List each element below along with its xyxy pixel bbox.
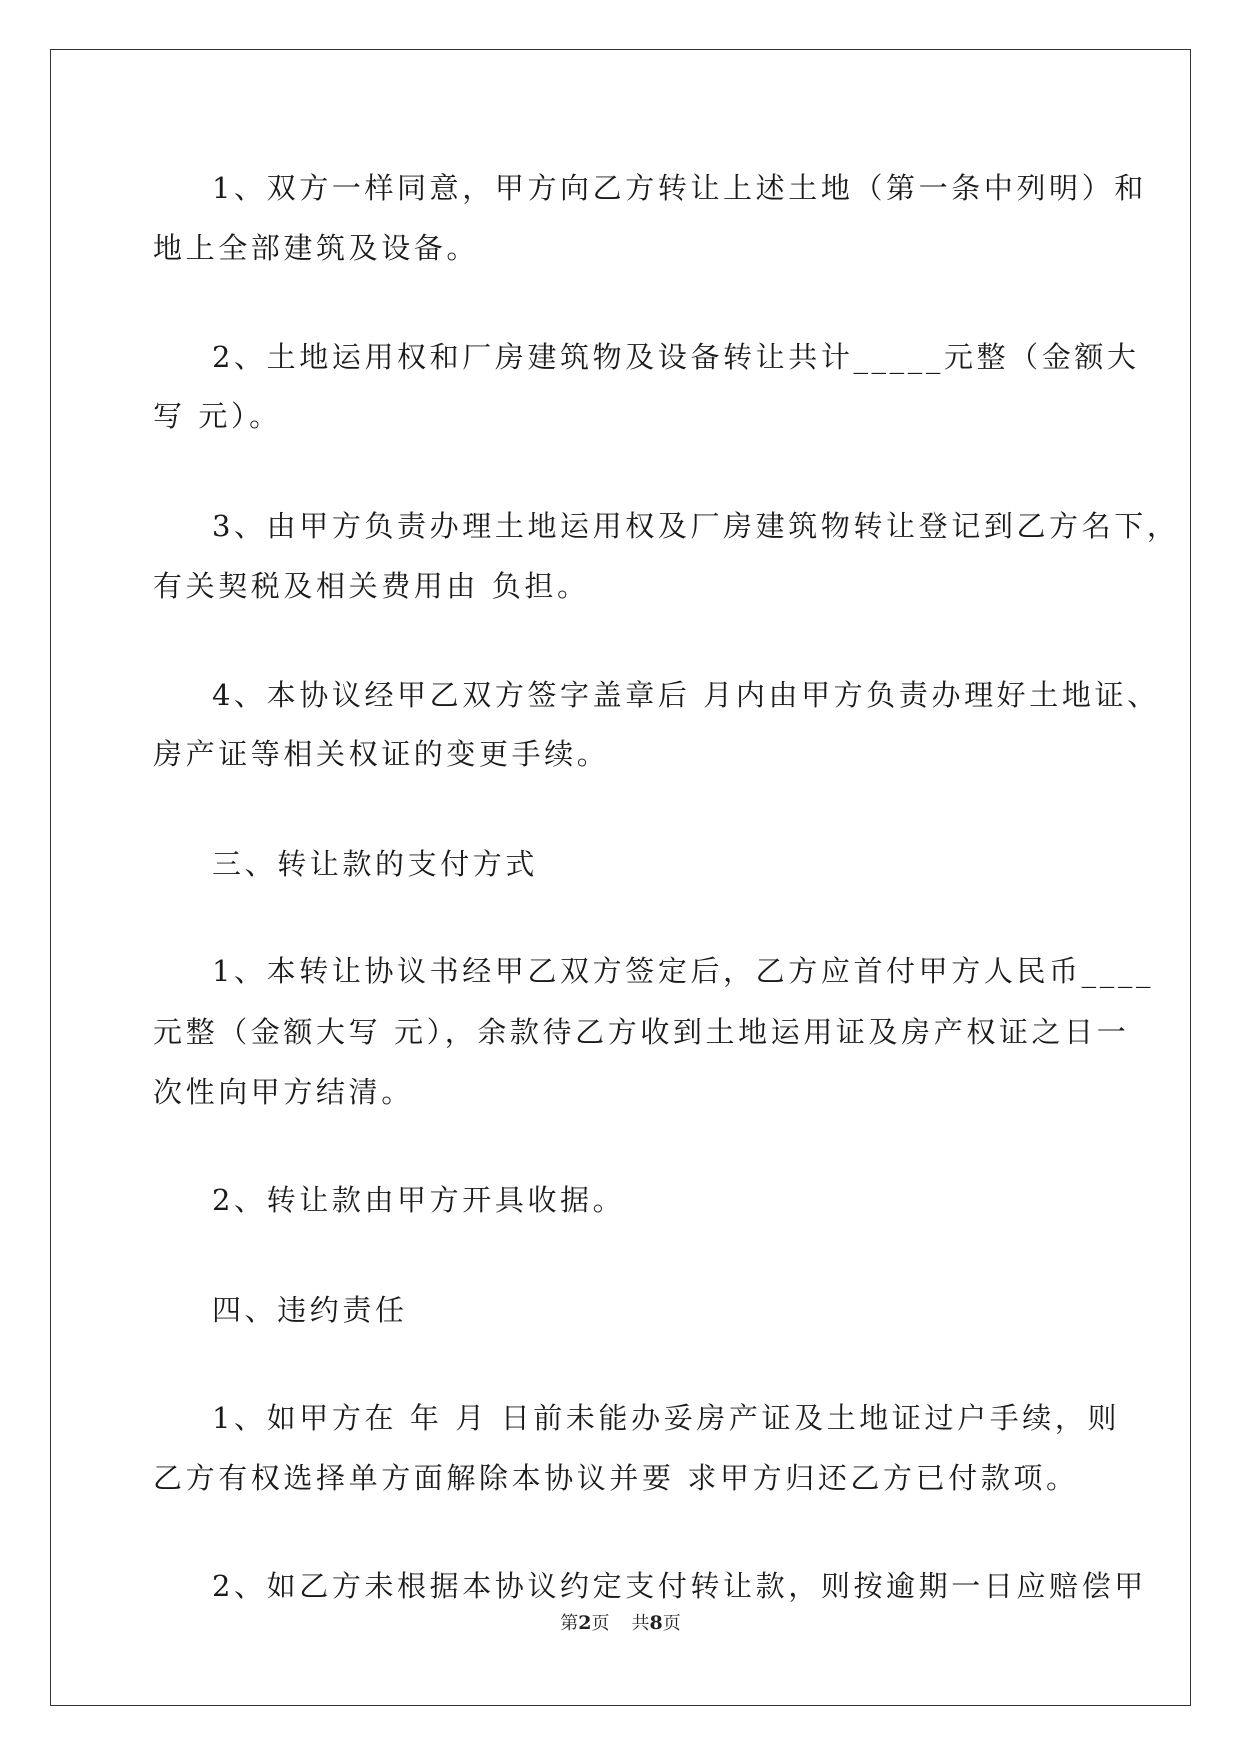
text-line: 元整（金额大写 元），余款待乙方收到土地运用证及房产权证之日一 <box>153 1015 1130 1049</box>
footer-page-number: 2 <box>578 1612 592 1634</box>
text-line: 4、本协议经甲乙双方签字盖章后 月内由甲方负责办理好土地证、 <box>212 678 1160 712</box>
text-line: 2、土地运用权和厂房建筑物及设备转让共计_____元整（金额大 <box>212 340 1140 374</box>
text-line: 2、如乙方未根据本协议约定支付转让款，则按逾期一日应赔偿甲 <box>212 1569 1147 1603</box>
text-line: 3、由甲方负责办理土地运用权及厂房建筑物转让登记到乙方名下， <box>212 509 1180 543</box>
text-line: 乙方有权选择单方面解除本协议并要 求甲方归还乙方已付款项。 <box>153 1461 1079 1495</box>
footer-page-prefix: 第 <box>560 1613 579 1634</box>
text-line: 2、转让款由甲方开具收据。 <box>212 1183 626 1217</box>
text-line: 1、如甲方在 年 月 日前未能办妥房产证及土地证过户手续，则 <box>212 1401 1121 1435</box>
section-heading: 三、转让款的支付方式 <box>212 847 539 881</box>
text-line: 写 元）。 <box>153 399 282 433</box>
footer-page-unit: 页 <box>591 1613 610 1634</box>
footer-total-unit: 页 <box>662 1613 681 1634</box>
text-line: 地上全部建筑及设备。 <box>153 231 480 265</box>
footer-total-pages: 8 <box>649 1612 663 1634</box>
text-line: 房产证等相关权证的变更手续。 <box>153 737 610 771</box>
text-line: 次性向甲方结清。 <box>153 1075 414 1109</box>
page-footer <box>0 1611 1241 1636</box>
text-line: 1、本转让协议书经甲乙双方签定后，乙方应首付甲方人民币____ <box>212 954 1155 988</box>
footer-total-prefix: 共 <box>631 1613 650 1634</box>
section-heading: 四、违约责任 <box>212 1293 408 1327</box>
text-line: 有关契税及相关费用由 负担。 <box>153 569 590 603</box>
text-line: 1、双方一样同意，甲方向乙方转让上述土地（第一条中列明）和 <box>212 171 1147 205</box>
